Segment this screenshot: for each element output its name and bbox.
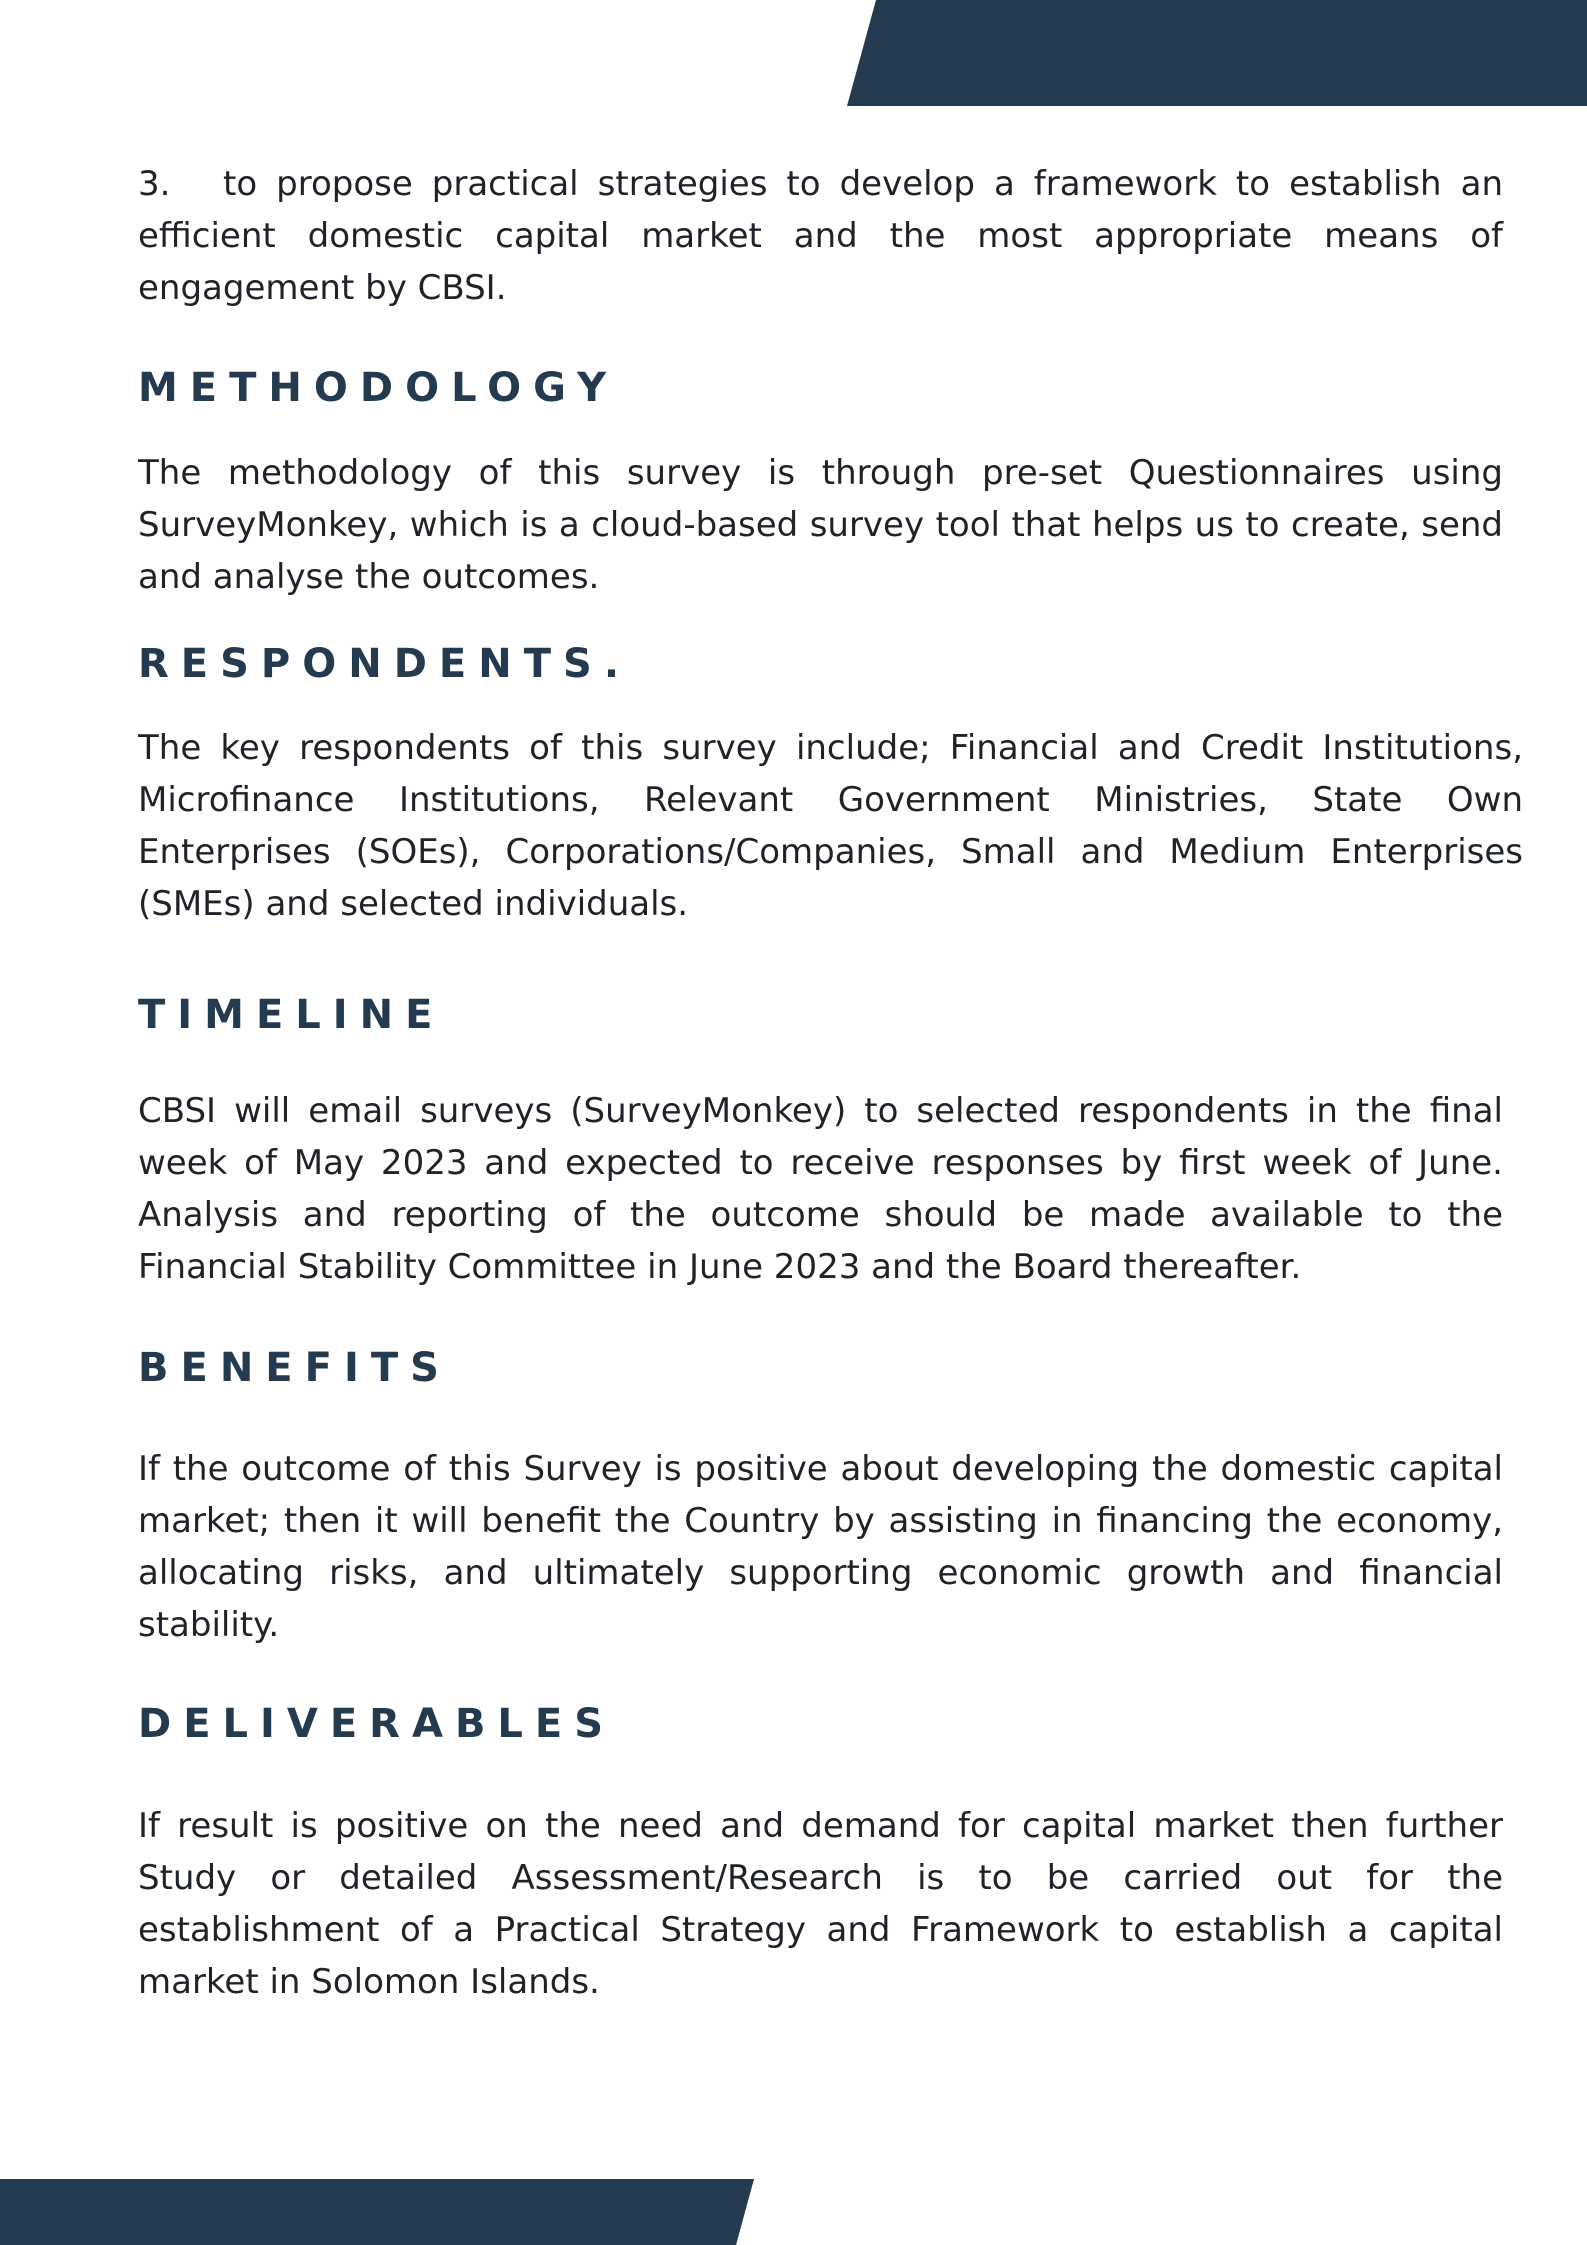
heading-methodology: METHODOLOGY bbox=[138, 365, 619, 411]
respondents-body: The key respondents of this survey include; Financial and Credit Institutions, Microfinance Institutions, Relevant Government Ministries, State Own Enterprises (SOEs), Corporations/Companies, Small and Medium Enterprises (SMEs) and selected individuals. bbox=[138, 728, 1523, 924]
timeline-body: CBSI will email surveys (SurveyMonkey) to selected respondents in the final week of May 2023 and expected to receive responses by first week of June. Analysis and reporting of the outcome should be made available to the Financial Stability Committee in June 2023 and the Board thereafter. bbox=[138, 1091, 1503, 1287]
methodology-body: The methodology of this survey is through pre-set Questionnaires using SurveyMonkey, which is a cloud-based survey tool that helps us to create, send and analyse the outcomes. bbox=[138, 453, 1503, 597]
footer-decorative-band bbox=[0, 2179, 754, 2245]
heading-deliverables: DELIVERABLES bbox=[138, 1701, 616, 1747]
deliverables-body: If result is positive on the need and demand for capital market then further Study or detailed Assessment/Research is to be carried out for the establishment of a Practical Strategy and Framework to establish a capital market in Solomon Islands. bbox=[138, 1806, 1503, 2002]
intro-item-text: to propose practical strategies to develop a framework to establish an efficient domestic capital market and the most appropriate means of engagement by CBSI. bbox=[138, 164, 1503, 308]
heading-benefits: BENEFITS bbox=[138, 1345, 451, 1391]
intro-item-3 bbox=[138, 158, 1503, 314]
benefits-body: If the outcome of this Survey is positive about developing the domestic capital market; then it will benefit the Country by assisting in financing the economy, allocating risks, and ultimately supporting economic growth and financial stability. bbox=[138, 1449, 1503, 1645]
header-decorative-band bbox=[847, 0, 1587, 106]
intro-item-number: 3. bbox=[138, 164, 171, 204]
heading-respondents: RESPONDENTS. bbox=[138, 641, 632, 687]
heading-timeline: TIMELINE bbox=[138, 992, 445, 1038]
